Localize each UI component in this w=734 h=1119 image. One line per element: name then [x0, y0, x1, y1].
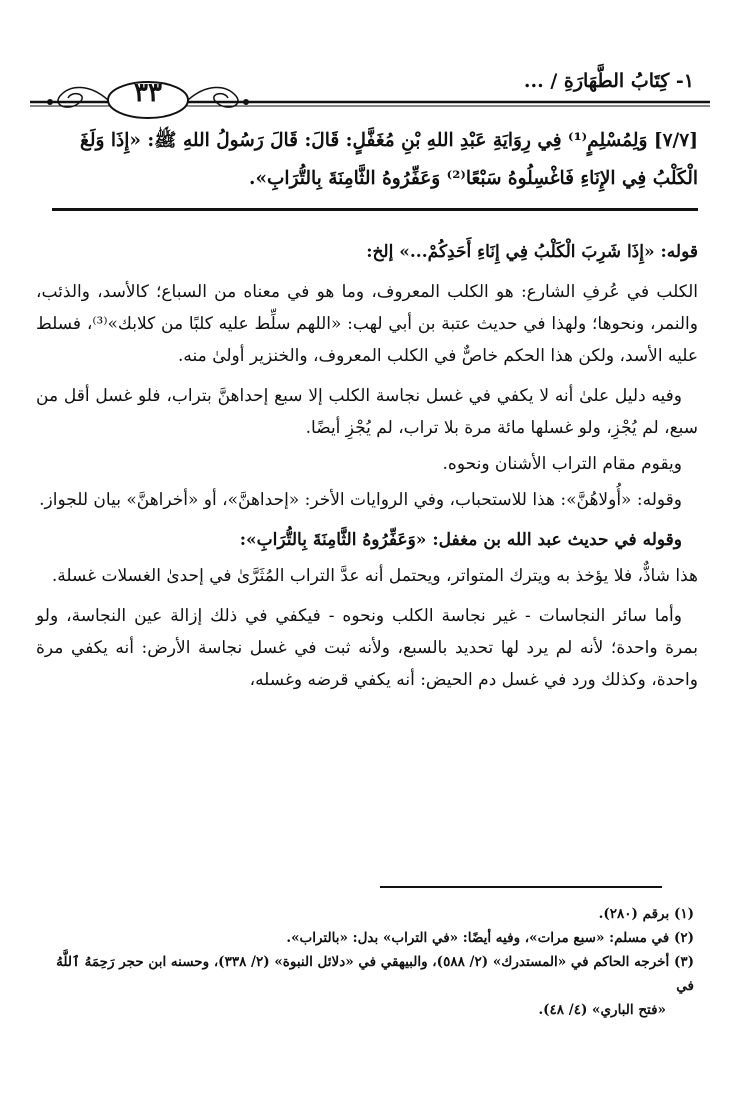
- paragraph: وقوله: «أُولاهُنَّ»: هذا للاستحباب، وفي الروايات الأخر: «إحداهنَّ»، أو «أخراهنَّ» بيان للجواز.: [39, 490, 682, 510]
- hadith-line: الْكَلْبُ فِي الإِنَاءِ فَاغْسِلُوهُ سَبْعًا⁽²⁾ وَعَفِّرُوهُ الثَّامِنَةَ بِالتُّرَابِ».: [249, 168, 698, 189]
- footnote: (٢) في مسلم: «سبع مرات»، وفيه أيضًا: «في التراب» بدل: «بالتراب».: [286, 930, 694, 946]
- page-number: ٣٣: [134, 78, 162, 108]
- paragraph: ويقوم مقام التراب الأشنان ونحوه.: [442, 454, 682, 474]
- running-head: ١- كِتَابُ الطَّهَارَةِ / ...: [523, 70, 694, 92]
- paragraph: هذا شاذٌّ، فلا يؤخذ به ويترك المتواتر، ويحتمل أنه عدَّ التراب المُثَرَّىٰ في إحدىٰ الغسلات غسلة.: [51, 566, 698, 586]
- footnote-divider: [380, 886, 662, 888]
- commentary-body: [36, 236, 698, 704]
- hadith-line: [٧/٧] وَلِمُسْلِمٍ⁽¹⁾ فِي رِوَايَةِ عَبْدِ اللهِ بْنِ مُغَفَّلٍ: قَالَ: قَالَ رَسُولُ اللهِ ﷺ: «إِذَا وَلَغَ: [79, 130, 698, 151]
- footnote: (١) برقم (٢٨٠).: [598, 906, 694, 922]
- section-divider: [52, 208, 698, 211]
- paragraph: الكلب في عُرفِ الشارع: هو الكلب المعروف، وما هو في معناه من السباع؛ كالأسد، والذئب، والنمر، ونحوها؛ ولهذا في حديث عتبة بن أبي لهب: «اللهم سلِّط عليه كلبًا من كلابك»⁽³⁾، فسلط عليه الأسد، ولكن هذا الحكم خاصٌّ في الكلب المعروف، والخنزير أولىٰ منه.: [36, 282, 698, 366]
- footnote: (٣) أخرجه الحاكم في «المستدرك» (٢/ ٥٨٨)، والبيهقي في «دلائل النبوة» (٢/ ٣٣٨)، وحسنه ابن حجر رَحِمَهُ ٱللَّهُ في: [56, 954, 694, 994]
- hadith-text: [36, 122, 698, 198]
- paragraph: وأما سائر النجاسات - غير نجاسة الكلب ونحوه - فيكفي في ذلك إزالة عين النجاسة، ولو بمرة واحدة؛ لأنه لم يرد لها تحديد بالسبع، ولأنه ثبت في غسل نجاسة الأرض: أنه يكفي مرة واحدة، وكذلك ورد في غسل دم الحيض: أنه يكفي قرضه وغسله،: [36, 606, 698, 690]
- paragraph: وقوله في حديث عبد الله بن مغفل: «وَعَفِّرُوهُ الثَّامِنَةَ بِالتُّرَابِ»:: [239, 530, 682, 550]
- paragraph: قوله: «إِذَا شَرِبَ الْكَلْبُ فِي إِنَاءِ أَحَدِكُمْ...» إلخ:: [366, 242, 698, 262]
- footnotes: [40, 902, 694, 1022]
- paragraph: وفيه دليل علىٰ أنه لا يكفي في غسل نجاسة الكلب إلا سبع إحداهنَّ بتراب، فلو غسل أقل من سبع، لم يُجْزِ، ولو غسلها مائة مرة بلا تراب، لم يُجْزِ أيضًا.: [36, 386, 698, 438]
- footnote-continuation: «فتح الباري» (٤/ ٤٨).: [538, 1002, 666, 1018]
